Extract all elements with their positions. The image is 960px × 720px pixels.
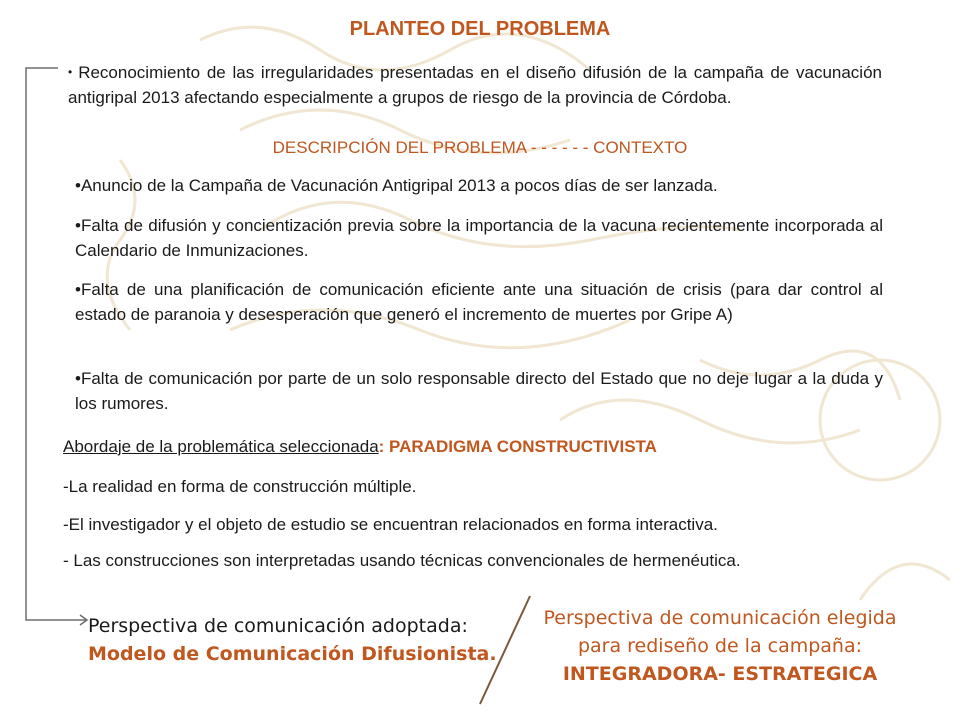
paradigm-label: : PARADIGMA CONSTRUCTIVISTA xyxy=(378,437,657,456)
perspective-adopted xyxy=(88,612,497,668)
abordaje-point-1: -La realidad en forma de construcción múltiple. xyxy=(63,477,417,496)
description-heading: DESCRIPCIÓN DEL PROBLEMA - - - - - - CONTEXTO xyxy=(272,138,688,157)
bullet-1: •Anuncio de la Campaña de Vacunación Antigripal 2013 a pocos días de ser lanzada. xyxy=(75,176,718,195)
abordaje-title: Abordaje de la problemática seleccionada xyxy=(63,437,379,456)
intro-paragraph xyxy=(68,60,882,110)
perspective-chosen-line2: para rediseño de la campaña: xyxy=(577,635,863,657)
perspective-chosen xyxy=(520,604,920,688)
bullet-4: •Falta de comunicación por parte de un solo responsable directo del Estado que no deje lugar a la duda y los rumores. xyxy=(75,369,883,413)
bullet-2: •Falta de difusión y concientización previa sobre la importancia de la vacuna recientemente incorporada al Calendario de Inmunizaciones. xyxy=(75,216,883,260)
intro-text: Reconocimiento de las irregularidades presentadas en el diseño difusión de la campaña de vacunación antigripal 2013 afectando especialmente a grupos de riesgo de la provincia de Córdoba. xyxy=(68,63,882,107)
abordaje-point-2: -El investigador y el objeto de estudio se encuentran relacionados en forma interactiva. xyxy=(63,515,718,534)
bullet-3: •Falta de una planificación de comunicación eficiente ante una situación de crisis (para dar control al estado de paranoia y desesperación que generó el incremento de muertes por Gripe A) xyxy=(75,280,883,324)
abordaje-point-3: - Las construcciones son interpretadas usando técnicas convencionales de hermenéutica. xyxy=(63,551,741,570)
bullet-dot: • xyxy=(68,65,73,79)
perspective-adopted-model: Modelo de Comunicación Difusionista. xyxy=(88,643,497,665)
perspective-chosen-line1: Perspectiva de comunicación elegida xyxy=(543,607,897,629)
abordaje-heading xyxy=(63,437,657,457)
perspective-chosen-line3: INTEGRADORA- ESTRATEGICA xyxy=(562,663,878,685)
page-title: PLANTEO DEL PROBLEMA xyxy=(349,18,611,40)
perspective-adopted-label: Perspectiva de comunicación adoptada: xyxy=(88,615,468,637)
